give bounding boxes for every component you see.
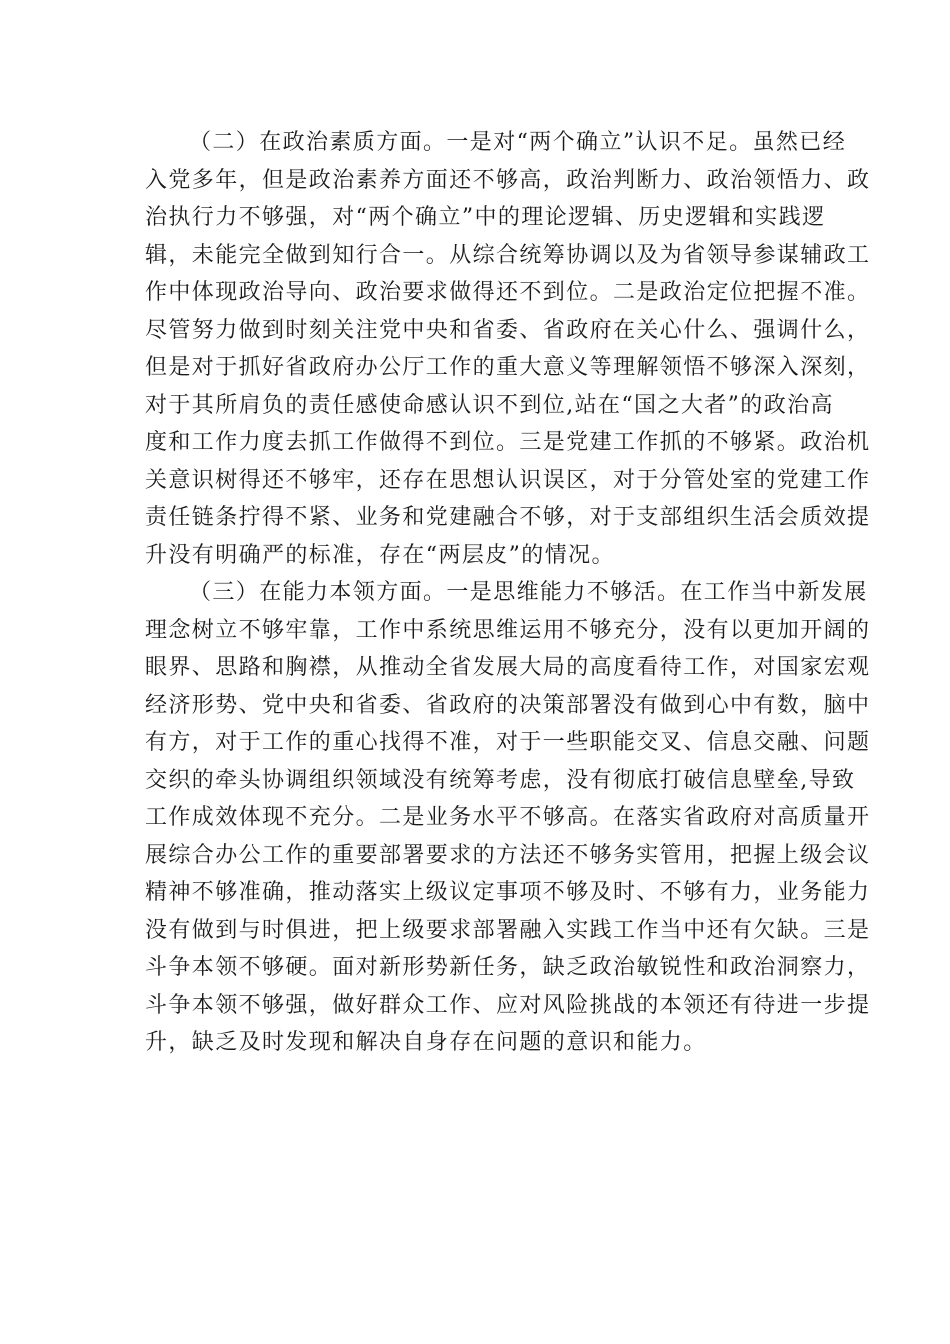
text-line: 展综合办公工作的重要部署要求的方法还不够务实管用，把握上级会议 (145, 842, 871, 868)
text-line: 辑，未能完全做到知行合一。从综合统筹协调以及为省领导参谋辅政工 (145, 242, 871, 268)
text-line: 交织的牵头协调组织领域没有统筹考虑，没有彻底打破信息壁垒,导致 (145, 767, 856, 793)
text-line: 工作成效体现不充分。二是业务水平不够高。在落实省政府对高质量开 (145, 805, 871, 830)
text-line: 关意识树得还不够牢，还存在思想认识误区，对于分管处室的党建工作 (145, 467, 871, 493)
paragraph-political-quality (145, 124, 871, 574)
text-line: 斗争本领不够硬。面对新形势新任务，缺乏政治敏锐性和政治洞察力， (145, 955, 871, 980)
text-line: 度和工作力度去抓工作做得不到位。三是党建工作抓的不够紧。政治机 (145, 430, 871, 455)
text-line: 升，缺乏及时发现和解决自身存在问题的意识和能力。 (145, 1030, 707, 1055)
text-line: 有方，对于工作的重心找得不准，对于一些职能交叉、信息交融、问题 (145, 730, 871, 755)
text-line: 尽管努力做到时刻关注党中央和省委、省政府在关心什么、强调什么， (145, 317, 871, 343)
document-body (145, 124, 871, 1062)
text-line: 入党多年，但是政治素养方面还不够高，政治判断力、政治领悟力、政 (145, 167, 871, 193)
text-line: （三）在能力本领方面。一是思维能力不够活。在工作当中新发展 (189, 580, 868, 605)
text-line: 斗争本领不够强，做好群众工作、应对风险挑战的本领还有待进一步提 (145, 992, 871, 1018)
text-line: 作中体现政治导向、政治要求做得还不到位。二是政治定位把握不准。 (145, 280, 871, 305)
text-line: 责任链条拧得不紧、业务和党建融合不够，对于支部组织生活会质效提 (145, 505, 871, 530)
text-line: 理念树立不够牢靠，工作中系统思维运用不够充分，没有以更加开阔的 (145, 617, 871, 643)
text-line: 眼界、思路和胸襟，从推动全省发展大局的高度看待工作，对国家宏观 (145, 655, 871, 680)
paragraph-ability (145, 574, 871, 1062)
text-line: 治执行力不够强，对“两个确立”中的理论逻辑、历史逻辑和实践逻 (145, 205, 826, 230)
text-line: 升没有明确严的标准，存在“两层皮”的情况。 (145, 542, 615, 568)
text-line: 但是对于抓好省政府办公厅工作的重大意义等理解领悟不够深入深刻， (145, 355, 871, 380)
text-line: 对于其所肩负的责任感使命感认识不到位,站在“国之大者”的政治高 (145, 392, 834, 418)
text-line: 没有做到与时俱进，把上级要求部署融入实践工作当中还有欠缺。三是 (145, 917, 871, 943)
text-line: 经济形势、党中央和省委、省政府的决策部署没有做到心中有数，脑中 (145, 692, 871, 718)
text-line: （二）在政治素质方面。一是对“两个确立”认识不足。虽然已经 (189, 130, 847, 155)
text-line: 精神不够准确，推动落实上级议定事项不够及时、不够有力，业务能力 (145, 880, 871, 905)
